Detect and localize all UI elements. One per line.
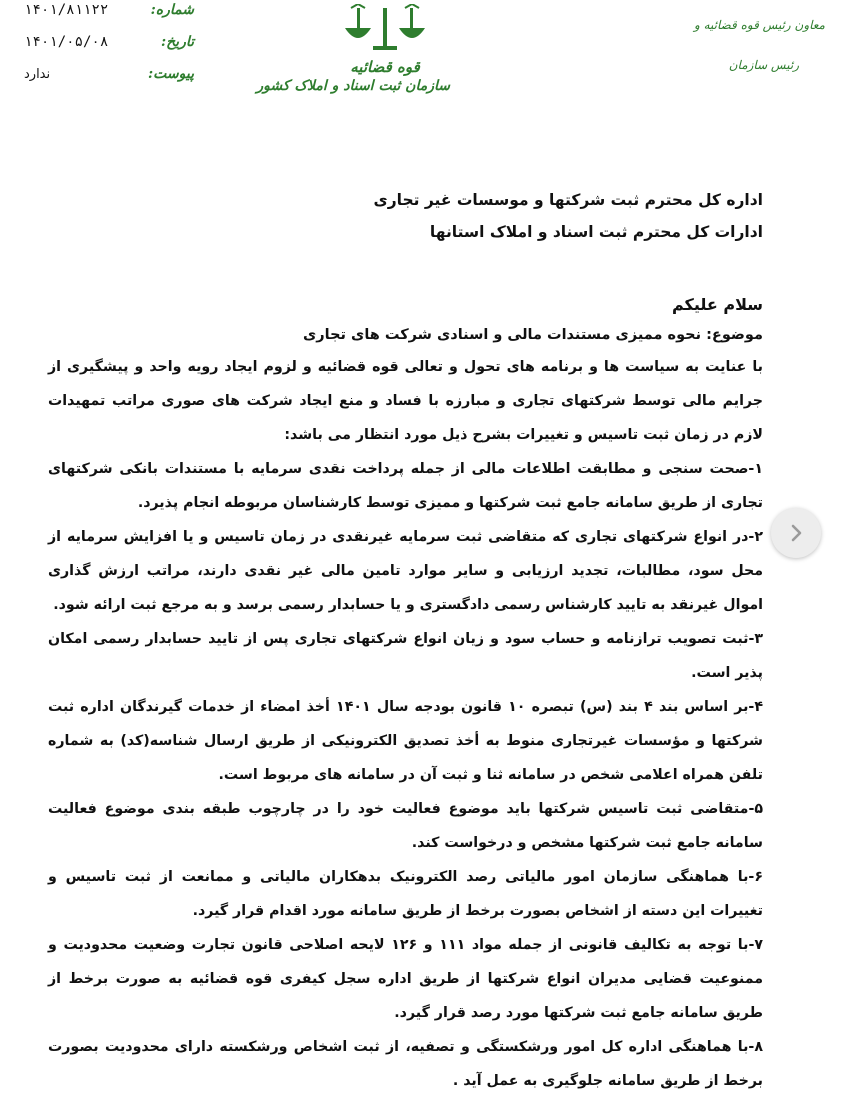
logo-judiciary-text: قوه قضائیه — [350, 58, 420, 76]
signatory-line-1: معاون رئیس قوه قضائیه و — [693, 18, 825, 32]
next-page-button[interactable] — [771, 508, 821, 558]
meta-number-value: ۱۴۰۱/۸۱۱۲۲ — [24, 2, 109, 18]
list-item: ۳-ثبت تصویب ترازنامه و حساب سود و زیان انواع شرکتهای تجاری پس از تایید حسابدار رسمی امکان پذیر است. — [48, 631, 763, 681]
organization-logo — [256, 4, 450, 94]
recipient-line: اداره کل محترم ثبت شرکتها و موسسات غیر تجاری — [373, 191, 763, 209]
meta-attachment-label: پیوست: — [148, 66, 194, 82]
logo-organization-text: سازمان ثبت اسناد و املاک کشور — [256, 78, 450, 94]
signatory-block — [694, 18, 825, 98]
list-item: ۷-با توجه به تکالیف قانونی از جمله مواد ۱۱۱ و ۱۲۶ لایحه اصلاحی قانون تجارت وضعیت محدودیت و ممنوعیت قضایی مدیران انواع شرکتها از طریق اداره سجل کیفری قوه قضائیه به صورت برخط از طریق سامانه جامع ثبت شرکتها مورد رصد قرار گیرد. — [48, 937, 763, 1021]
signatory-line-2: رئیس سازمان — [728, 58, 799, 72]
greeting: سلام علیکم — [671, 295, 763, 314]
letter-body — [48, 184, 763, 1098]
list-item: ۴-بر اساس بند ۴ بند (س) تبصره ۱۰ قانون بودجه سال ۱۴۰۱ أخذ امضاء از خدمات گیرندگان اداره ثبت شرکتها و مؤسسات غیرتجاری منوط به أخذ تصدیق الکترونیکی از طریق ارسال شناسه(کد) به شماره تلفن همراه اعلامی شخص در سامانه ثنا و ثبت آن در سامانه های مربوط است. — [48, 699, 763, 783]
meta-number-label: شماره: — [150, 2, 194, 18]
list-item: ۸-با هماهنگی اداره کل امور ورشکستگی و تصفیه، از ثبت اشخاص ورشکسته دارای محدودیت بصورت برخط از طریق سامانه جلوگیری به عمل آید . — [48, 1039, 763, 1089]
list-item: ۲-در انواع شرکتهای تجاری که متقاضی ثبت سرمایه غیرنقدی در زمان تاسیس و یا افزایش سرمایه از محل سود، مطالبات، تجدید ارزیابی و سایر موارد تامین مالی غیر نقدی دارند، مراتب ارزش گذاری اموال غیرنقد به تایید کارشناس رسمی دادگستری و یا حسابدار رسمی برسد و به مرجع ثبت ارائه شود. — [48, 529, 763, 613]
letter-meta — [24, 2, 194, 98]
recipient-line: ادارات کل محترم ثبت اسناد و املاک استانها — [429, 223, 763, 241]
meta-date-label: تاریخ: — [160, 34, 194, 50]
chevron-right-icon — [786, 523, 806, 543]
meta-attachment-row — [24, 66, 194, 98]
meta-attachment-value: ندارد — [24, 67, 51, 82]
list-item: ۶-با هماهنگی سازمان امور مالیاتی رصد الکترونیک بدهکاران مالیاتی و ممانعت از ثبت تاسیس و تغییرات این دسته از اشخاص بصورت برخط از طریق سامانه مورد اقدام قرار گیرد. — [48, 869, 763, 919]
meta-date-row — [24, 34, 194, 66]
intro-paragraph: با عنایت به سیاست ها و برنامه های تحول و تعالی قوه قضائیه و لزوم ایجاد رویه واحد و پیشگیری از جرایم مالی توسط شرکتهای تجاری و مبارزه با فساد و منع ایجاد شرکت های صوری مراتب تمهیدات لازم در زمان ثبت تاسیس و تغییرات بشرح ذیل مورد انتظار می باشد: — [48, 359, 763, 443]
list-item: ۱-صحت سنجی و مطابقت اطلاعات مالی از جمله پرداخت نقدی سرمایه با مستندات بانکی شرکتهای تجاری از طریق سامانه جامع ثبت شرکتها و ممیزی توسط کارشناسان مربوطه انجام پذیرد. — [48, 461, 763, 511]
subject-line — [48, 320, 763, 350]
scales-emblem-icon — [337, 4, 433, 56]
list-item: ۵-متقاضی ثبت تاسیس شرکتها باید موضوع فعالیت خود را در چارچوب طبقه بندی موضوع فعالیت سامانه جامع ثبت شرکتها مشخص و درخواست کند. — [48, 801, 763, 851]
meta-number-row — [24, 2, 194, 34]
meta-date-value: ۱۴۰۱/۰۵/۰۸ — [24, 34, 109, 50]
subject-text: نحوه ممیزی مستندات مالی و اسنادی شرکت های تجاری — [303, 327, 702, 343]
subject-label: موضوع: — [706, 327, 763, 343]
